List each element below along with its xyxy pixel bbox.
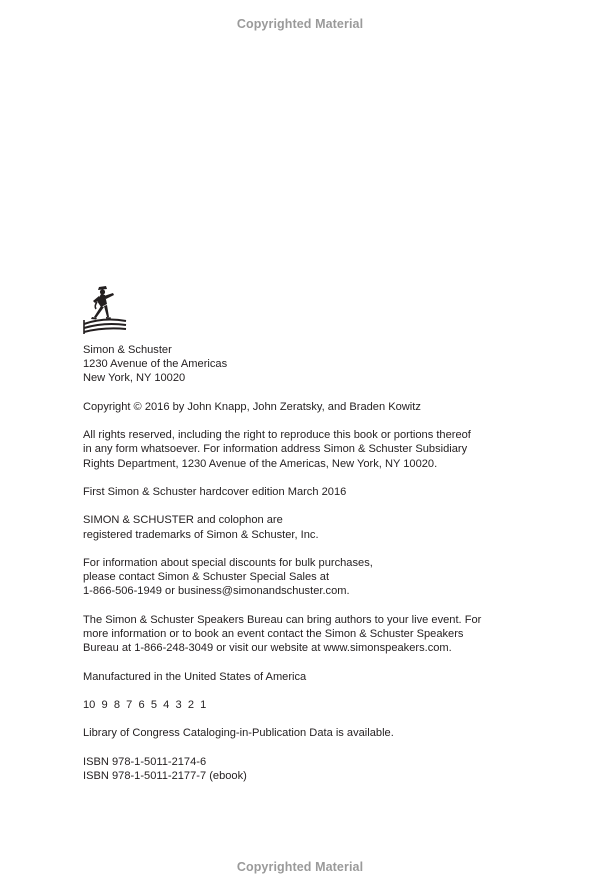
manufacturing <box>83 670 553 684</box>
watermark-top: Copyrighted Material <box>236 17 364 31</box>
copyright-notice-line: Copyright © 2016 by John Knapp, John Zeratsky, and Braden Kowitz <box>83 400 421 413</box>
publisher-address-line: 1230 Avenue of the Americas <box>83 358 228 371</box>
trademark-notice <box>83 513 553 541</box>
rights-reserved-line: Rights Department, 1230 Avenue of the Americas, New York, NY 10020. <box>83 457 438 470</box>
speakers-bureau-line: more information or to book an event contact the Simon & Schuster Speakers <box>83 627 464 640</box>
isbn <box>83 755 553 783</box>
trademark-notice-line: registered trademarks of Simon & Schuster, Inc. <box>83 528 319 541</box>
special-sales-line: For information about special discounts for bulk purchases, <box>83 556 373 569</box>
isbn-line: ISBN 978-1-5011-2174-6 <box>83 755 207 768</box>
publisher-address-line: Simon & Schuster <box>83 344 172 356</box>
speakers-bureau-line: Bureau at 1-866-248-3049 or visit our website at www.simonspeakers.com. <box>83 642 452 655</box>
cip-data <box>83 726 553 740</box>
copyright-notice <box>83 400 553 414</box>
publisher-address-line: New York, NY 10020 <box>83 372 186 385</box>
sower-colophon-icon <box>80 284 128 336</box>
speakers-bureau-line: The Simon & Schuster Speakers Bureau can bring authors to your live event. For <box>83 613 482 626</box>
copyright-page-text <box>83 343 553 797</box>
trademark-notice-line: SIMON & SCHUSTER and colophon are <box>83 514 283 527</box>
watermark-bottom: Copyrighted Material <box>236 860 364 874</box>
special-sales-line: please contact Simon & Schuster Special Sales at <box>83 571 330 584</box>
printing-line <box>83 698 553 712</box>
publisher-address <box>83 343 553 386</box>
special-sales <box>83 556 553 599</box>
special-sales-line: 1-866-506-1949 or business@simonandschuster.com. <box>83 585 350 598</box>
edition-info-line: First Simon & Schuster hardcover edition March 2016 <box>83 485 347 498</box>
cip-data-line: Library of Congress Cataloging-in-Publication Data is available. <box>83 727 394 740</box>
rights-reserved-line: in any form whatsoever. For information address Simon & Schuster Subsidiary <box>83 443 468 456</box>
isbn-line: ISBN 978-1-5011-2177-7 (ebook) <box>83 769 247 782</box>
printing-line-line: 10 9 8 7 6 5 4 3 2 1 <box>83 698 207 711</box>
rights-reserved <box>83 428 553 471</box>
edition-info <box>83 485 553 499</box>
manufacturing-line: Manufactured in the United States of America <box>83 670 307 683</box>
rights-reserved-line: All rights reserved, including the right to reproduce this book or portions thereof <box>83 429 471 442</box>
speakers-bureau <box>83 613 553 656</box>
